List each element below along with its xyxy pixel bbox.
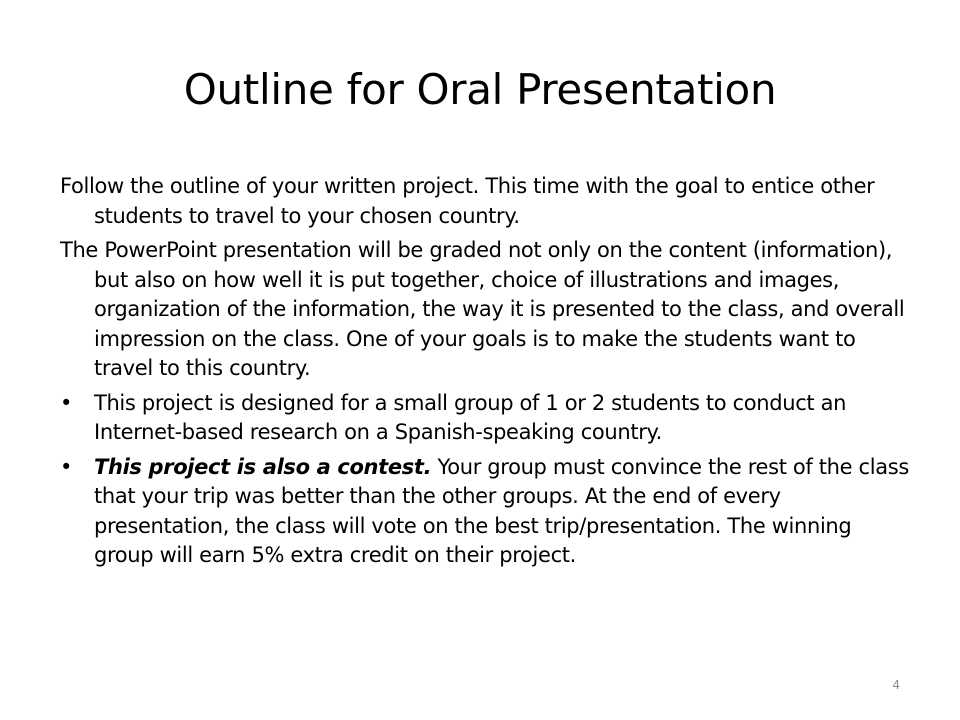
bullet-item-group-size [60, 389, 910, 448]
bullet-item-contest [60, 453, 910, 571]
paragraph-outline: Follow the outline of your written project. This time with the goal to entice other students to travel to your chosen country. [60, 174, 875, 228]
page-number: 4 [892, 678, 900, 692]
bullet-icon: • [60, 390, 73, 415]
bullet-text: This project is designed for a small group of 1 or 2 students to conduct an Internet-based research on a Spanish-speaking country. [94, 390, 847, 444]
bullet-emphasis: This project is also a contest. [94, 454, 432, 479]
slide-body [60, 172, 910, 576]
bullet-icon: • [60, 454, 73, 479]
slide-title: Outline for Oral Presentation [183, 65, 777, 114]
bullet-text: Your group must convince the rest of the class that your trip was better than the other groups. At the end of every presentation, the class will vote on the best trip/presentation. The winning group will earn 5% extra credit on their project. [94, 454, 909, 567]
paragraph-grading: The PowerPoint presentation will be graded not only on the content (information), but also on how well it is put together, choice of illustrations and images, organization of the information, the way it is presented to the class, and overall impression on the class. One of your goals is to make the students want to travel to this country. [60, 238, 905, 380]
